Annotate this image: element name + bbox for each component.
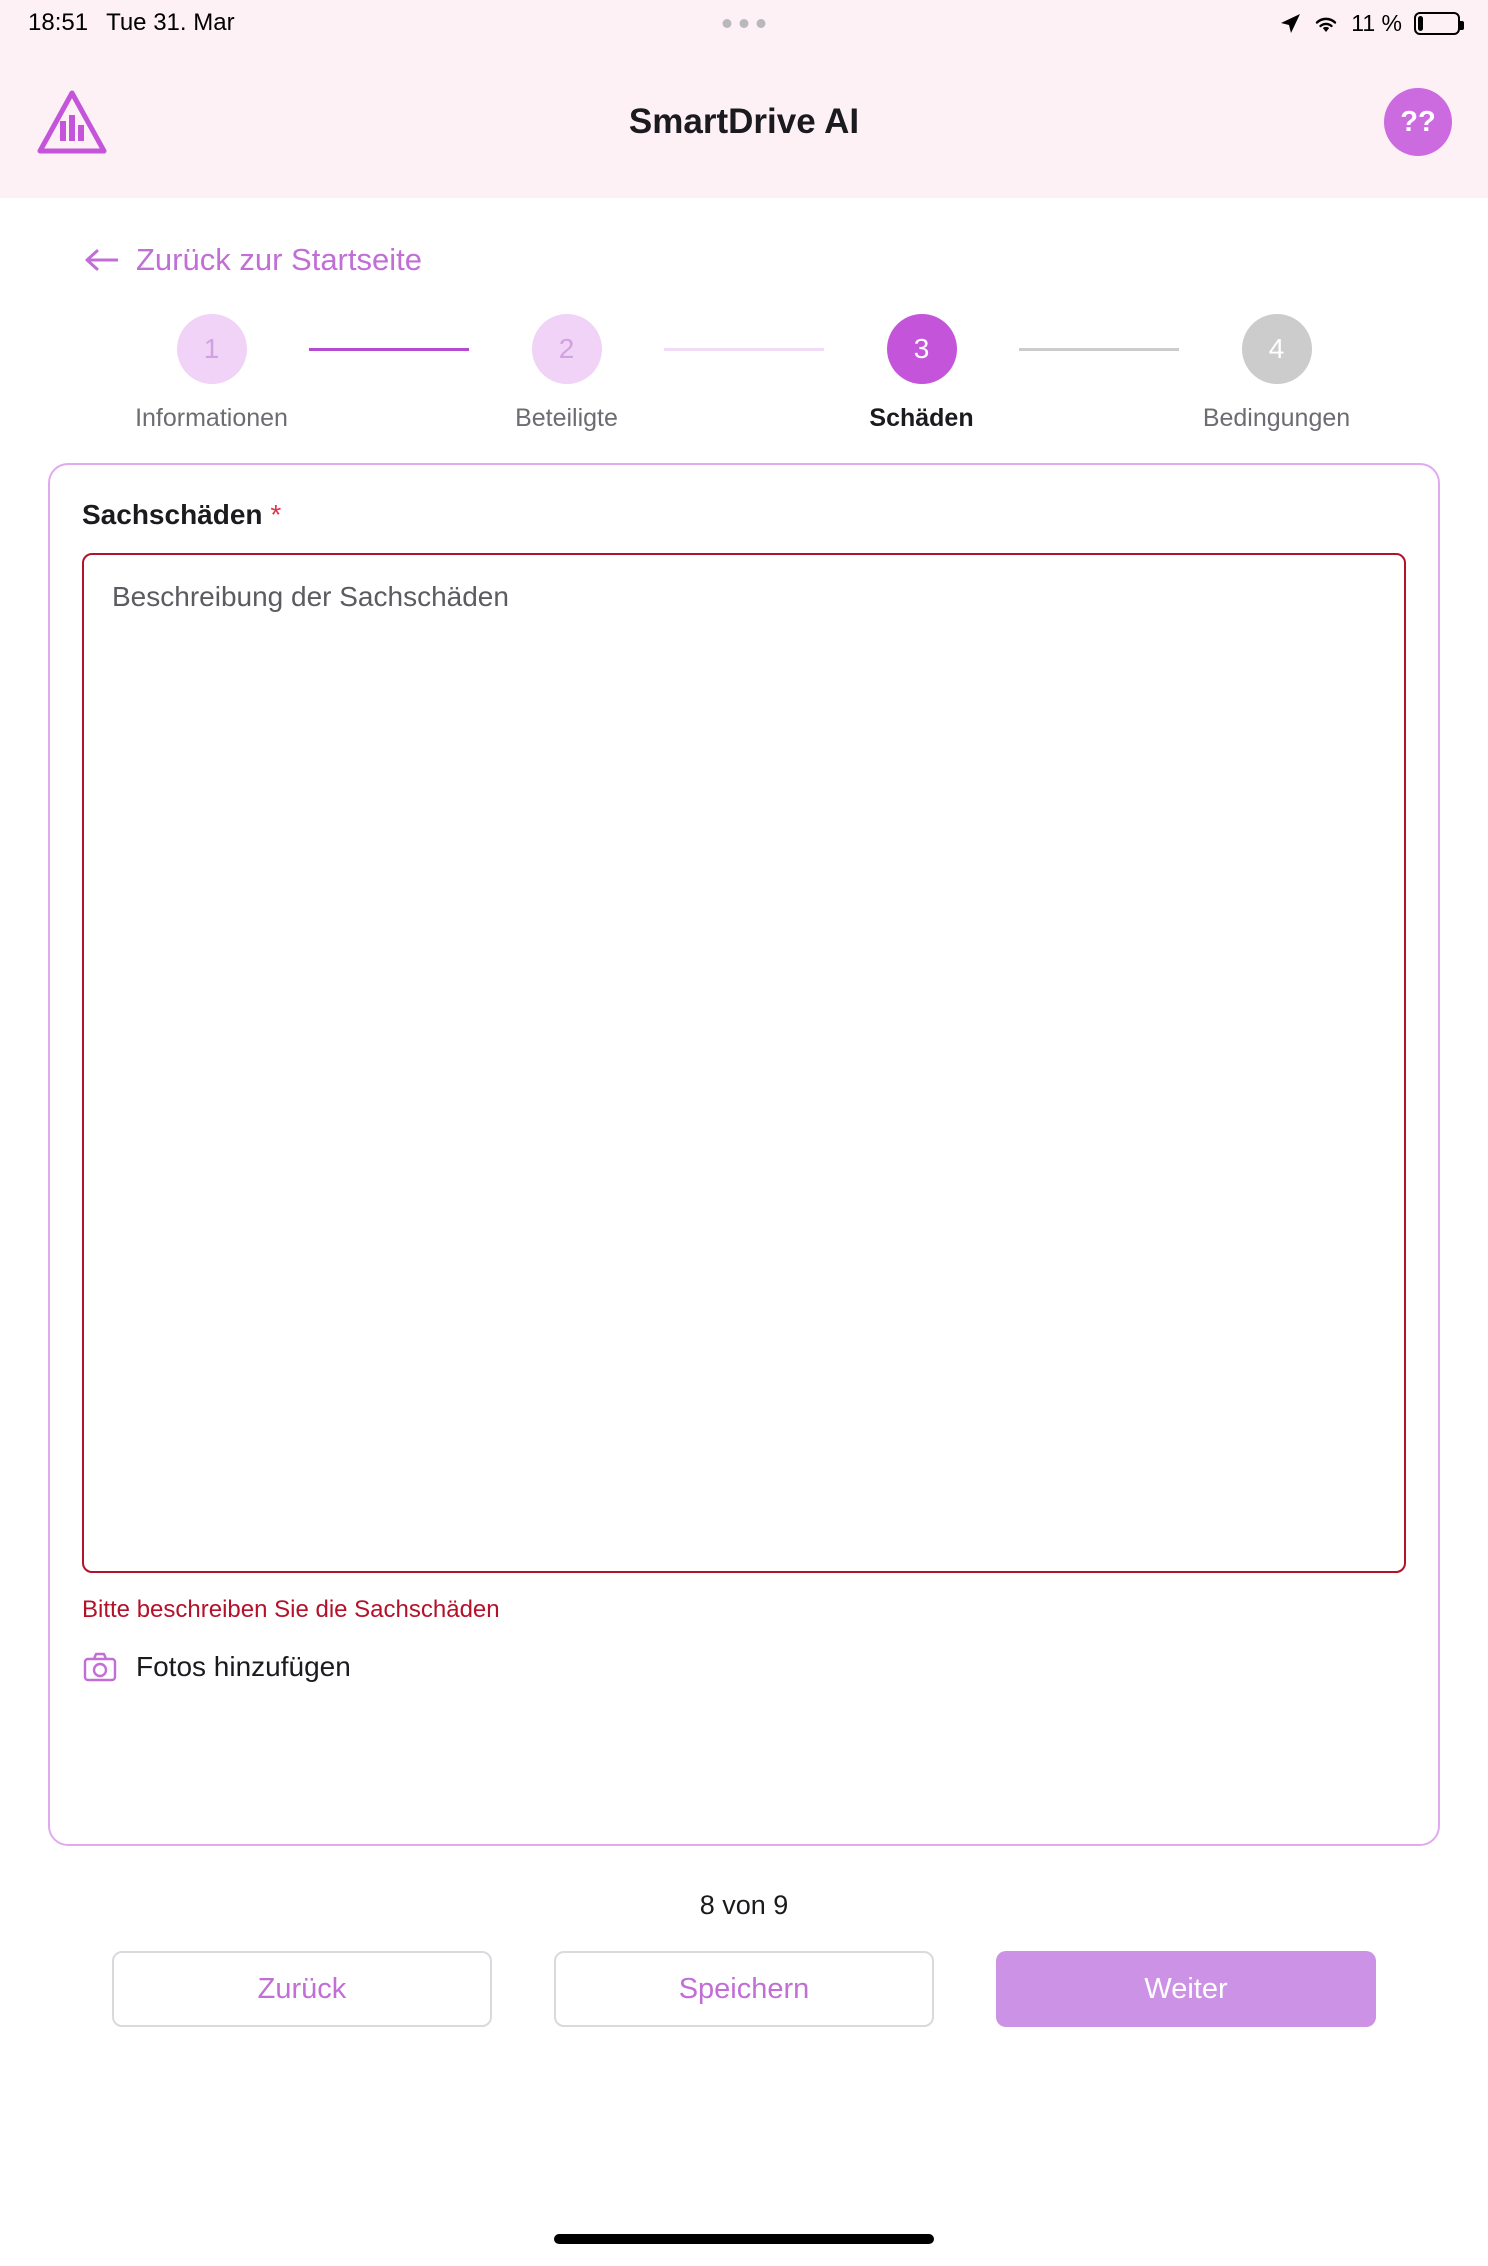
smartdrive-logo [36,89,108,155]
status-bar-right [1279,10,1460,37]
form-actions [112,1951,1376,2027]
step-bedingungen[interactable] [1179,314,1374,433]
back-link-label: Zurück zur Startseite [136,242,422,277]
damages-form-card [48,463,1440,1846]
help-button[interactable]: ?? [1384,88,1452,156]
step-schaeden[interactable] [824,314,1019,433]
step-label-4: Bedingungen [1202,404,1351,432]
next-button[interactable]: Weiter [996,1951,1376,2027]
battery-icon [1414,12,1460,35]
step-informationen[interactable] [114,314,309,433]
app-header [0,46,1488,198]
status-bar [0,0,1488,46]
step-connector-3 [1019,348,1179,351]
arrow-left-icon [84,247,118,273]
save-button[interactable]: Speichern [554,1951,934,2027]
step-connector-2 [664,348,824,351]
status-bar-left [28,9,235,37]
damages-description-input[interactable] [82,553,1406,1573]
back-button[interactable]: Zurück [112,1951,492,2027]
page-counter: 8 von 9 [699,1890,789,1920]
add-photos-button[interactable] [82,1650,351,1684]
add-photos-label: Fotos hinzufügen [136,1651,351,1682]
progress-stepper [114,314,1374,433]
status-date: Tue 31. Mar [106,9,235,36]
step-circle-2: 2 [532,314,602,384]
validation-error-message: Bitte beschreiben Sie die Sachschäden [82,1596,500,1623]
step-label-2: Beteiligte [515,404,618,432]
section-label-text: Sachschäden [82,499,263,530]
status-dots-indicator [723,19,766,28]
home-indicator [554,2234,934,2244]
photo-thumbnails-area [82,1684,1406,1804]
status-time: 18:51 [28,9,89,36]
step-label-3: Schäden [869,404,974,432]
step-label-1: Informationen [135,404,288,432]
battery-percent-label: 11 % [1351,9,1402,36]
step-circle-4: 4 [1242,314,1312,384]
section-label [82,499,1406,531]
step-circle-1: 1 [177,314,247,384]
required-marker: * [270,499,282,530]
step-connector-1 [309,348,469,351]
step-beteiligte[interactable] [469,314,664,433]
camera-icon [82,1650,118,1684]
location-arrow-icon [1279,12,1301,34]
back-to-home-link[interactable] [0,198,422,278]
step-circle-3: 3 [887,314,957,384]
wifi-icon [1313,13,1339,33]
page-title: SmartDrive AI [628,102,860,141]
